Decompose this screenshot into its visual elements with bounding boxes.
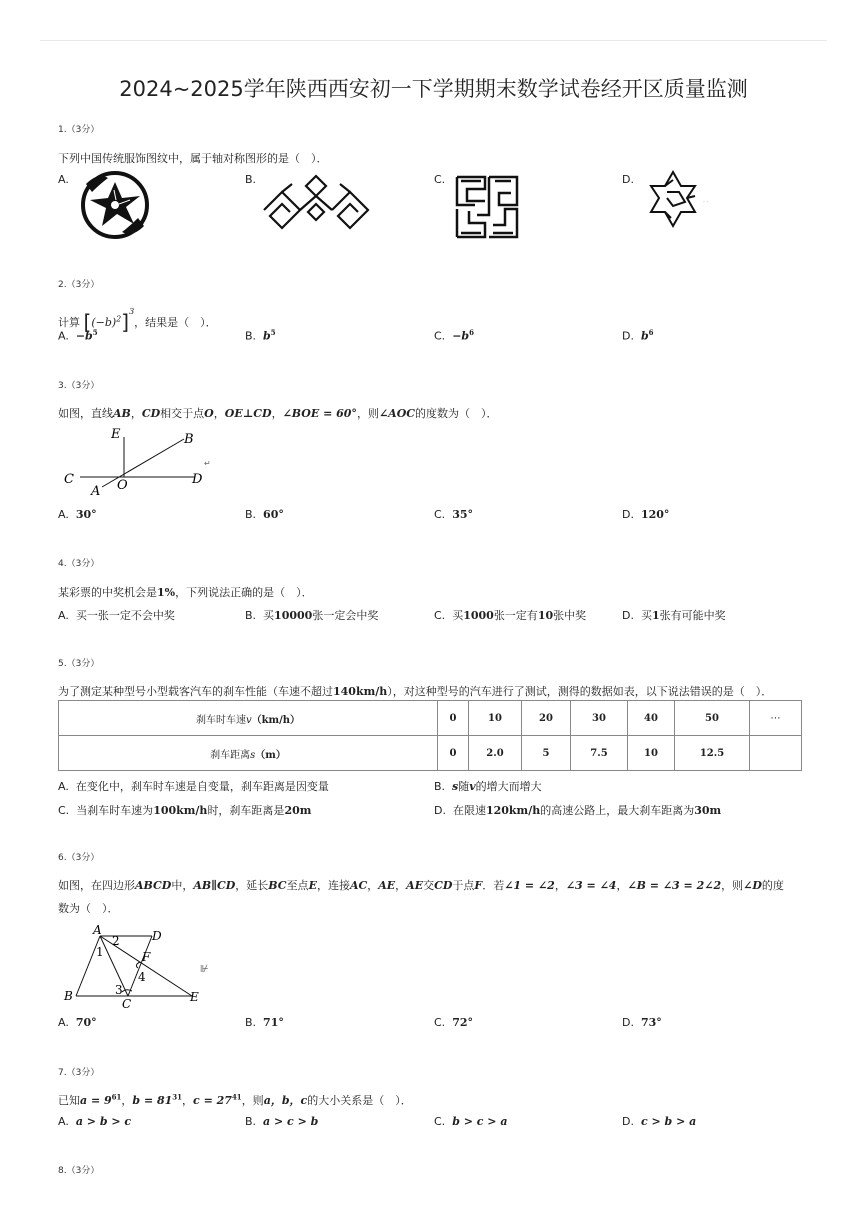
q6-stem-k: ， [554,879,566,892]
q6-stem-f: ， [367,879,379,892]
q1-option-b-label[interactable]: B. [245,173,257,186]
q5-row1-label: 刹车时车速 [195,714,246,726]
q2-option-a-base: −b [75,329,93,343]
q6-cond3: ∠B = ∠3 = 2∠2 [627,879,722,892]
q5-cell [750,736,802,771]
q6-stem-l: ， [616,879,628,892]
question-5-number: 5.（3分） [58,659,100,669]
q5-option-b-var-v: v [469,780,476,793]
q5-option-d-num2: 30m [694,804,722,817]
question-6-stem-line2: 数为（ ）． [58,902,119,915]
q3-stem-f: ，则 [356,407,379,420]
q4-option-b-text-a: 买 [263,609,275,622]
q6-label-f: F [142,950,151,964]
question-8-number: 8.（3分） [58,1166,100,1176]
q6-stem-d: 至点 [286,879,309,892]
q5-option-d-letter: D. [434,804,446,817]
q7-stem-c: 的大小关系是（ ）． [307,1094,412,1107]
q6-option-d-value: 73° [640,1016,662,1029]
q5-option-a-text: 在变化中，刹车时车速是自变量，刹车距离是因变量 [75,780,329,793]
q3-label-o: O [117,478,128,493]
q2-option-b[interactable] [245,328,276,343]
q6-label-b: B [64,989,73,1003]
question-5-stem [58,683,772,699]
q5-row1-var: v [245,714,252,726]
q6-label-3: 3 [115,983,123,997]
q7-option-c[interactable] [434,1115,507,1128]
q3-option-d-letter: D. [622,508,634,521]
q6-label-a: A [93,923,102,937]
q7-option-b-value: a > c > b [263,1115,319,1128]
q3-perpendicular: OE⊥CD [224,407,272,420]
q3-label-b: B [184,432,194,447]
q4-option-b[interactable] [245,607,378,623]
q1-option-a-label[interactable]: A. [58,173,69,186]
q5-row2-label: 刹车距离 [210,749,251,761]
q5-option-c-letter: C. [58,804,70,817]
q3-stem-c: 相交于点 [160,407,205,420]
q5-option-c-num2: 20m [284,804,312,817]
q2-option-a-exp: 5 [92,328,98,337]
q2-expr-outer-exp: 3 [129,307,135,316]
q6-stem-e: ，连接 [316,879,350,892]
q6-point-f: F [474,879,483,892]
page-title: 2024~2025学年陕西西安初一下学期期末数学试卷经开区质量监测 [119,77,748,101]
q3-stem-e: ， [271,407,283,420]
q6-stem-g: ， [395,879,407,892]
svg-text:· ·: · · [703,199,709,206]
q3-option-a-letter: A. [58,508,69,521]
q4-option-c-num: 1000 [463,609,494,622]
q4-option-c-letter: C. [434,609,446,622]
q2-stem-suffix: ，结果是（ ）． [134,316,217,329]
q6-option-b[interactable] [245,1016,284,1029]
q3-option-a[interactable] [58,508,97,521]
q4-option-a[interactable] [58,607,175,623]
q1-option-a-pattern-image [78,170,152,240]
q4-option-c-text-a: 买 [452,609,464,622]
q5-row1-header [59,701,438,736]
q7-option-a-letter: A. [58,1115,69,1128]
q5-cell: 40 [628,701,675,736]
q2-option-a-letter: A. [58,329,69,343]
question-6-number: 6.（3分） [58,853,100,863]
q2-option-d-base: b [640,329,649,343]
q4-option-d-text-b: 张有可能中奖 [659,609,726,622]
q6-cond2: ∠3 = ∠4 [565,879,617,892]
q5-cell: 7.5 [571,736,628,771]
q7-sep1: ， [121,1094,133,1107]
q2-option-c[interactable] [434,328,474,343]
q4-option-b-letter: B. [245,609,257,622]
q5-row1-unit: （km/h） [251,714,301,726]
q5-option-d[interactable] [434,802,721,818]
q7-option-d[interactable] [622,1115,696,1128]
q2-right-bracket: ] [121,310,130,334]
q5-option-c-text-a: 当刹车时车速为 [76,804,154,817]
q3-option-d[interactable] [622,508,669,521]
q3-geometry-figure [60,425,220,500]
q3-label-a: A [91,484,101,499]
question-3-stem [58,405,498,421]
q2-option-a[interactable] [58,328,98,343]
q6-option-b-letter: B. [245,1016,257,1029]
q4-option-c-text-c: 张中奖 [553,609,587,622]
q7-c-def: c = 27 [193,1094,232,1107]
q6-seg-ac: AC [349,879,368,892]
q6-stem-m: ，则 [721,879,744,892]
q5-option-b-text-b: 的增大而增大 [475,780,542,793]
q6-angle-d: ∠D [743,879,762,892]
q5-row2-header [59,736,438,771]
q2-option-d-letter: D. [622,329,634,343]
q7-option-a[interactable] [58,1115,131,1128]
q1-option-c-pattern-image [455,175,519,239]
q5-cell: 10 [469,701,522,736]
q5-option-d-text-b: 的高速公路上，最大刹车距离为 [540,804,695,817]
q3-return-mark-icon: ↵ [204,459,211,468]
q3-line-cd: CD [141,407,161,420]
q6-option-d[interactable] [622,1016,662,1029]
q6-stem-c: ，延长 [235,879,269,892]
q3-option-a-value: 30° [75,508,97,521]
q5-cell: 30 [571,701,628,736]
question-4-number: 4.（3分） [58,559,100,569]
q3-label-c: C [64,472,74,487]
q6-geometry-figure [60,922,220,1012]
q6-label-2: 2 [112,934,120,948]
q6-return-mark-icon: ⊮ [200,964,209,975]
q3-option-d-value: 120° [640,508,670,521]
q6-quad-abcd: ABCD [135,879,172,892]
q6-seg-ae: AE [378,879,396,892]
q6-stem-n: 的度 [761,879,784,892]
q6-option-c-value: 72° [452,1016,473,1029]
q5-cell: 0 [438,701,469,736]
question-7-number: 7.（3分） [58,1068,100,1078]
q4-option-a-text: 买一张一定不会中奖 [75,609,175,622]
q5-option-c-num: 100km/h [153,804,208,817]
q6-option-c-letter: C. [434,1016,446,1029]
q6-seg-cd: CD [434,879,453,892]
q3-label-d: D [192,472,203,487]
q5-stem-b: ），对这种型号的汽车进行了测试，测得的数据如表，以下说法错误的是（ ）． [387,685,773,698]
q2-option-c-base: −b [452,329,470,343]
q4-option-d-text-a: 买 [640,609,652,622]
q5-option-b-var-s: s [452,780,459,793]
q5-option-d-num: 120km/h [485,804,541,817]
question-3-number: 3.（3分） [58,381,100,391]
q5-option-c[interactable] [58,802,311,818]
q5-stem-a: 为了测定某种型号小型载客汽车的刹车性能（车速不超过 [58,685,333,698]
question-1-stem: 下列中国传统服饰图纹中，属于轴对称图形的是（ ）． [58,152,328,165]
q4-stem-b: ，下列说法正确的是（ ）． [175,586,313,599]
q5-row2-var: s [250,749,256,761]
q5-option-d-text-a: 在限速 [452,804,486,817]
q3-option-b-letter: B. [245,508,257,521]
q6-option-d-letter: D. [622,1016,634,1029]
q2-expr-inner-exp: 2 [116,314,122,324]
q3-option-c-value: 35° [452,508,473,521]
q6-label-e: E [190,990,199,1004]
q4-option-d-num: 1 [651,609,660,622]
q4-option-c[interactable] [434,607,586,623]
q4-stem-percent: 1% [157,586,176,599]
q5-option-b[interactable] [434,778,542,794]
q6-label-c: C [122,997,132,1011]
q7-option-b[interactable] [245,1115,318,1128]
q7-a-def: a = 9 [80,1094,112,1107]
q3-stem-a: 如图，直线 [58,407,113,420]
q2-option-b-letter: B. [245,329,257,343]
q4-option-c-num2: 10 [537,609,554,622]
q5-cell: 20 [522,701,571,736]
q5-cell: 50 [675,701,750,736]
q7-sep2: ， [182,1094,194,1107]
q6-cond1: ∠1 = ∠2 [504,879,555,892]
q6-stem-h: 交 [423,879,435,892]
q3-point-o: O [204,407,214,420]
q2-expr-inner: (−b) [91,316,117,329]
q7-option-d-letter: D. [622,1115,634,1128]
q6-option-a[interactable] [58,1016,97,1029]
q5-cell: 0 [438,736,469,771]
q6-seg-ae2: AE [406,879,424,892]
q4-option-c-text-b: 张一定有 [493,609,538,622]
q6-label-d: D [152,929,162,943]
q7-option-b-letter: B. [245,1115,257,1128]
q4-option-d-letter: D. [622,609,634,622]
q2-option-d-exp: 6 [648,328,654,337]
q3-option-c[interactable] [434,508,473,521]
q7-vars: a，b，c [263,1094,308,1107]
q3-angle-boe: ∠BOE = 60° [282,407,357,420]
q1-option-c-label[interactable]: C. [434,173,446,186]
q3-angle-aoc: ∠AOC [378,407,416,420]
q6-option-a-letter: A. [58,1016,69,1029]
q3-line-ab: AB [113,407,131,420]
q5-option-b-letter: B. [434,780,446,793]
q7-b-exp: 31 [172,1092,183,1102]
q7-option-a-value: a > b > c [75,1115,132,1128]
q3-label-e: E [111,427,121,442]
question-7-stem [58,1092,412,1108]
q7-option-c-value: b > c > a [452,1115,508,1128]
q4-option-b-num: 10000 [274,609,313,622]
q6-label-4: 4 [138,970,146,984]
q6-option-c[interactable] [434,1016,473,1029]
q7-c-exp: 41 [231,1092,242,1102]
q3-stem-b: ， [130,407,142,420]
question-1-number: 1.（3分） [58,125,100,135]
q3-stem-d: ， [213,407,225,420]
q5-data-table [58,700,802,771]
q7-option-c-letter: C. [434,1115,446,1128]
q3-option-c-letter: C. [434,508,446,521]
table-row [59,701,802,736]
q1-option-d-pattern-image [645,170,717,230]
q2-option-d[interactable] [622,328,654,343]
q7-option-d-value: c > b > a [640,1115,697,1128]
q6-stem-a: 如图，在四边形 [58,879,135,892]
q3-option-b[interactable] [245,508,284,521]
q7-b-def: b = 81 [132,1094,173,1107]
question-6-stem-line1 [58,877,784,893]
q6-option-a-value: 70° [75,1016,97,1029]
q7-stem-a: 已知 [58,1094,80,1107]
q4-option-d[interactable] [622,607,726,623]
header-divider [40,40,827,41]
question-4-stem [58,584,313,600]
q6-seg-bc: BC [268,879,287,892]
q2-option-c-letter: C. [434,329,446,343]
q7-stem-b: ，则 [241,1094,264,1107]
q5-option-c-text-b: 时，刹车距离是 [207,804,285,817]
q3-option-b-value: 60° [263,508,284,521]
q3-stem-g: 的度数为（ ）． [415,407,498,420]
q5-cell: 10 [628,736,675,771]
q7-a-exp: 61 [111,1092,122,1102]
q4-option-b-text-b: 张一定会中奖 [312,609,379,622]
q5-stem-speed: 140km/h [333,685,388,698]
q6-option-b-value: 71° [263,1016,284,1029]
q5-option-a[interactable] [58,778,329,794]
q1-option-b-pattern-image [262,172,374,230]
q2-option-b-exp: 5 [270,328,276,337]
q2-option-b-base: b [263,329,271,343]
q6-label-1: 1 [96,945,104,959]
q5-row2-unit: （m） [255,749,286,761]
q5-cell: 12.5 [675,736,750,771]
q2-option-c-exp: 6 [469,328,474,337]
q5-option-b-text-a: 随 [458,780,470,793]
q6-stem-i: 于点 [452,879,475,892]
q6-stem-b: 中， [171,879,194,892]
q2-stem-prefix: 计算 [58,316,80,329]
q5-cell: 2.0 [469,736,522,771]
q1-option-d-label[interactable]: D. [622,173,634,186]
q4-option-a-letter: A. [58,609,69,622]
q6-point-e: E [308,879,317,892]
q5-option-a-letter: A. [58,780,69,793]
q5-cell: 5 [522,736,571,771]
q6-parallel: AB∥CD [193,879,236,892]
q2-left-bracket: [ [83,310,92,334]
q4-stem-a: 某彩票的中奖机会是 [58,586,157,599]
table-row [59,736,802,771]
q5-cell: ⋯ [750,701,802,736]
question-2-number: 2.（3分） [58,280,100,290]
q6-stem-j: ．若 [482,879,505,892]
